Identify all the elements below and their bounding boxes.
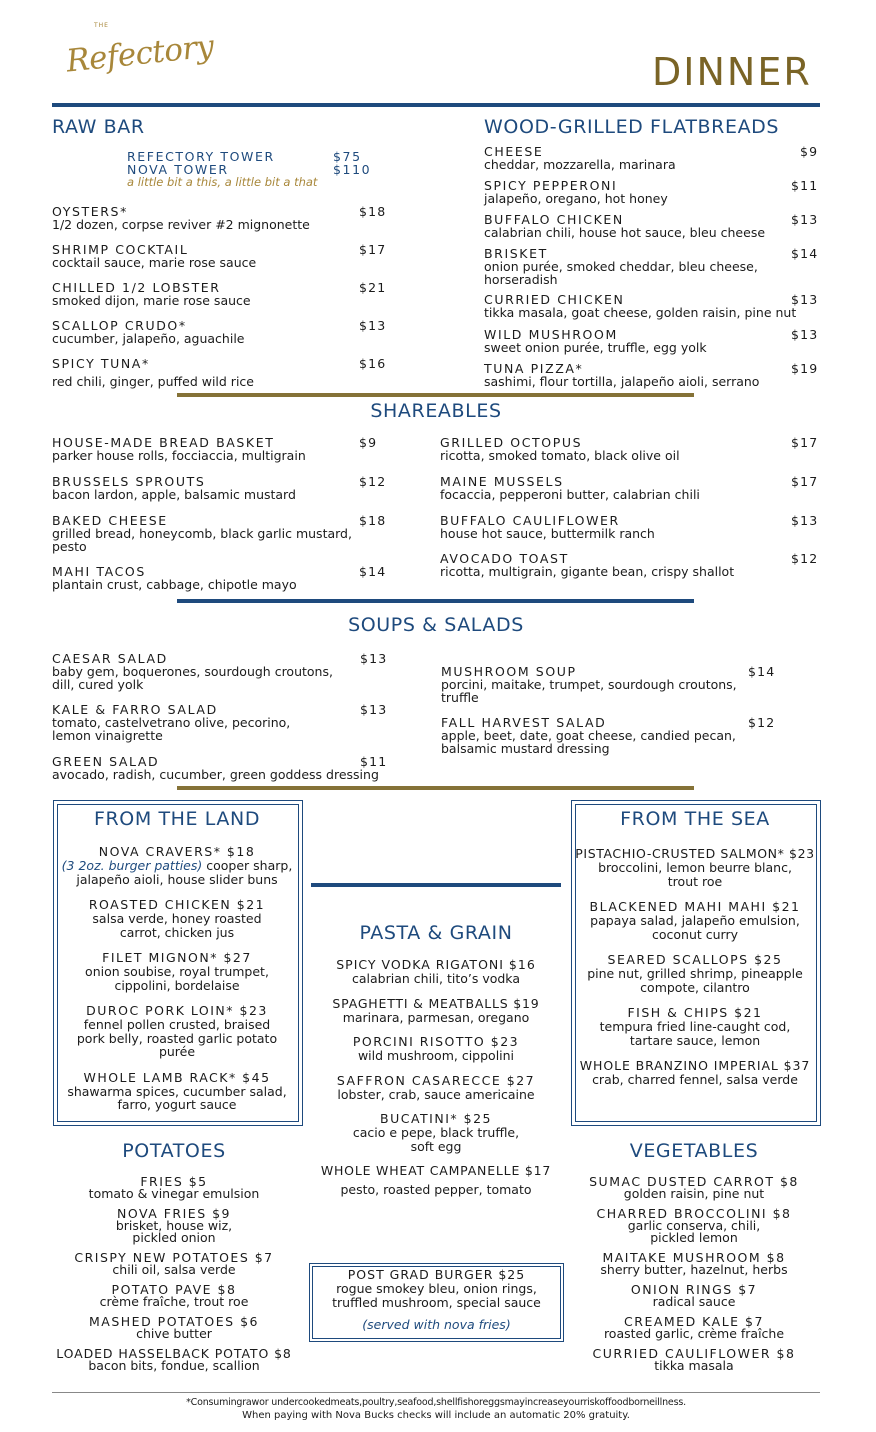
- menu-item: [40, 1176, 308, 1200]
- item-desc-cont: soft egg: [410, 1138, 462, 1154]
- item-desc-cont: coconut curry: [651, 926, 738, 942]
- item-desc: wild mushroom, cippolini: [357, 1048, 515, 1063]
- item-desc-cont: truffle: [441, 690, 479, 705]
- menu-item: [560, 1176, 828, 1200]
- item-desc: parker house rolls, focciaccia, multigrain: [52, 448, 306, 463]
- item-desc-cont: farro, yogurt sauce: [117, 1097, 237, 1112]
- item-title: PISTACHIO-CRUSTED SALMON* $23: [575, 846, 815, 861]
- menu-item: [560, 1284, 828, 1308]
- item-price: $11: [791, 178, 819, 193]
- item-desc: bacon bits, fondue, scallion: [88, 1358, 260, 1373]
- item-desc-cont: pickled onion: [132, 1230, 216, 1245]
- item-title: WHOLE BRANZINO IMPERIAL $37: [579, 1058, 811, 1073]
- menu-item: [560, 1316, 828, 1340]
- menu-item: [52, 318, 387, 346]
- item-desc: onion purée, smoked cheddar, bleu cheese,: [484, 259, 758, 274]
- item-desc: brisket, house wiz,: [115, 1218, 233, 1233]
- item-title: ROASTED CHICKEN $21: [88, 897, 266, 912]
- item-desc-text: cooper sharp,: [202, 858, 293, 873]
- item-desc: salsa verde, honey roasted: [92, 911, 262, 926]
- item-title: MAITAKE MUSHROOM $8: [602, 1250, 786, 1265]
- item-price: $14: [791, 246, 819, 261]
- item-price: $14: [748, 664, 776, 679]
- item-title: NOVA FRIES $9: [116, 1206, 232, 1221]
- item-name: SPICY PEPPERONI: [484, 178, 618, 193]
- item-desc: papaya salad, jalapeño emulsion,: [590, 913, 800, 928]
- item-desc: cheddar, mozzarella, marinara: [484, 157, 676, 172]
- item-desc: lobster, crab, sauce americaine: [337, 1086, 535, 1102]
- item-title: WHOLE LAMB RACK* $45: [83, 1069, 271, 1085]
- item-price: $12: [791, 551, 819, 566]
- item-name: HOUSE-MADE BREAD BASKET: [52, 435, 275, 450]
- item-name: BRISKET: [484, 246, 548, 261]
- item-desc-cont: dill, cured yolk: [52, 677, 144, 692]
- menu-item: [570, 847, 820, 888]
- item-title: POST GRAD BURGER $25: [347, 1267, 526, 1282]
- item-desc: sherry butter, hazelnut, herbs: [600, 1262, 788, 1277]
- menu-item: [52, 703, 392, 742]
- item-desc: tomato & vinegar emulsion: [88, 1186, 260, 1201]
- menu-item: [52, 280, 387, 308]
- item-price: $13: [359, 318, 387, 333]
- menu-item: [300, 997, 572, 1025]
- item-desc: tikka masala, goat cheese, golden raisin, pine nut: [484, 305, 797, 320]
- item-desc: calabrian chili, house hot sauce, bleu cheese: [484, 225, 766, 240]
- shareables-heading: SHAREABLES: [370, 400, 502, 422]
- item-desc: pesto, roasted pepper, tomato: [340, 1182, 532, 1197]
- tower-note: a little bit a this, a little bit a that: [127, 175, 318, 189]
- menu-item: [560, 1252, 828, 1276]
- item-desc: tempura fried line-caught cod,: [599, 1019, 791, 1034]
- raw-bar-heading: RAW BAR: [52, 116, 145, 138]
- item-desc: broccolini, lemon beurre blanc,: [598, 860, 792, 875]
- item-price: $13: [791, 212, 819, 227]
- item-desc: shawarma spices, cucumber salad,: [67, 1083, 287, 1099]
- menu-item: [484, 246, 819, 287]
- item-title: CHARRED BROCCOLINI $8: [596, 1206, 792, 1221]
- item-title: BLACKENED MAHI MAHI $21: [589, 899, 801, 914]
- menu-item: [52, 514, 392, 553]
- tower-price: $110: [333, 162, 372, 177]
- item-desc-cont: pork belly, roasted garlic potato: [76, 1030, 278, 1046]
- item-name: FALL HARVEST SALAD: [441, 715, 607, 730]
- item-name: MUSHROOM SOUP: [441, 664, 577, 679]
- menu-item: [440, 514, 820, 540]
- item-price: $11: [360, 754, 388, 769]
- item-name: BUFFALO CHICKEN: [484, 212, 624, 227]
- pasta-items: [300, 958, 572, 1197]
- item-desc: calabrian chili, tito’s vodka: [352, 971, 520, 986]
- item-desc-cont: tartare sauce, lemon: [629, 1032, 761, 1048]
- item-title: SPAGHETTI & MEATBALLS $19: [332, 995, 540, 1011]
- item-desc: smoked dijon, marie rose sauce: [52, 293, 251, 308]
- item-desc: apple, beet, date, goat cheese, candied pecan,: [441, 728, 736, 743]
- item-desc: house hot sauce, buttermilk ranch: [440, 526, 655, 541]
- item-title: POTATO PAVE $8: [111, 1282, 237, 1297]
- potatoes-items: [40, 1176, 308, 1372]
- item-name: MAINE MUSSELS: [440, 474, 564, 489]
- item-desc: crab, charred fennel, salsa verde: [592, 1072, 798, 1087]
- item-desc: porcini, maitake, trumpet, sourdough croutons,: [441, 677, 737, 692]
- item-desc: focaccia, pepperoni butter, calabrian chili: [440, 487, 700, 502]
- menu-item: [52, 204, 387, 232]
- menu-item: [52, 475, 392, 501]
- burger-item: [312, 1268, 561, 1332]
- menu-item: [57, 898, 297, 939]
- item-name: CHILLED 1/2 LOBSTER: [52, 280, 221, 295]
- item-title: CRISPY NEW POTATOES $7: [74, 1250, 274, 1265]
- item-desc: golden raisin, pine nut: [623, 1186, 765, 1201]
- item-price: $18: [359, 204, 387, 219]
- item-price: $9: [800, 144, 819, 159]
- item-price: $21: [359, 280, 387, 295]
- item-title: WHOLE WHEAT CAMPANELLE $17: [320, 1163, 552, 1178]
- item-desc: jalapeño, oregano, hot honey: [484, 191, 668, 206]
- item-price: $17: [791, 474, 819, 489]
- menu-item: [40, 1316, 308, 1340]
- menu-item: [484, 178, 819, 206]
- menu-item: [57, 1071, 297, 1112]
- menu-item: [440, 552, 820, 578]
- menu-item: [57, 1004, 297, 1059]
- item-name: BAKED CHEESE: [52, 513, 168, 528]
- item-desc: roasted garlic, crème fraîche: [603, 1326, 785, 1341]
- item-price: $17: [359, 242, 387, 257]
- menu-item: [52, 652, 392, 691]
- item-title: CURRIED CAULIFLOWER $8: [592, 1346, 796, 1361]
- menu-item: [300, 1035, 572, 1063]
- item-desc-cont: compote, cilantro: [640, 979, 750, 995]
- footer-gratuity: When paying with Nova Bucks checks will include an automatic 20% gratuity.: [242, 1410, 630, 1421]
- item-desc-cont: cippolini, bordelaise: [114, 977, 240, 993]
- item-desc: avocado, radish, cucumber, green goddess dressing: [52, 767, 379, 782]
- item-name: BRUSSELS SPROUTS: [52, 474, 206, 489]
- menu-item: [441, 665, 781, 704]
- section-divider: [177, 393, 694, 397]
- refectory-logo: [64, 20, 216, 92]
- menu-item: [440, 436, 820, 462]
- item-name: WILD MUSHROOM: [484, 327, 618, 342]
- item-desc: radical sauce: [652, 1294, 736, 1309]
- item-price: $13: [360, 702, 388, 717]
- item-price: $13: [791, 327, 819, 342]
- item-price: $17: [791, 435, 819, 450]
- item-name: GRILLED OCTOPUS: [440, 435, 583, 450]
- menu-item: [52, 565, 392, 591]
- item-desc: cocktail sauce, marie rose sauce: [52, 255, 257, 270]
- logo-the: THE: [94, 22, 109, 29]
- item-name: KALE & FARRO SALAD: [52, 702, 218, 717]
- item-title: ONION RINGS $7: [630, 1282, 758, 1297]
- item-name: CAESAR SALAD: [52, 651, 168, 666]
- item-title: DUROC PORK LOIN* $23: [86, 1003, 268, 1018]
- item-title: FRIES $5: [140, 1174, 208, 1189]
- item-desc: cacio e pepe, black truffle,: [352, 1125, 520, 1140]
- item-desc: tomato, castelvetrano olive, pecorino,: [52, 715, 291, 730]
- item-desc: baby gem, boquerones, sourdough croutons,: [52, 664, 333, 679]
- item-desc: ricotta, multigrain, gigante bean, crispy shallot: [440, 564, 735, 579]
- item-desc-cont: lemon vinaigrette: [52, 728, 163, 743]
- sea-items: [570, 847, 820, 1087]
- item-name: BUFFALO CAULIFLOWER: [440, 513, 620, 528]
- menu-item: [440, 475, 820, 501]
- item-desc-cont: balsamic mustard dressing: [441, 741, 610, 756]
- menu-item: [40, 1252, 308, 1276]
- item-title: FISH & CHIPS $21: [627, 1005, 763, 1020]
- item-name: MAHI TACOS: [52, 564, 146, 579]
- menu-item: [484, 144, 819, 172]
- item-price: $18: [359, 513, 387, 528]
- item-title: PORCINI RISOTTO $23: [352, 1034, 520, 1049]
- item-desc: 1/2 dozen, corpse reviver #2 mignonette: [52, 217, 310, 232]
- item-desc-cont: carrot, chicken jus: [119, 924, 235, 940]
- item-desc: ricotta, smoked tomato, black olive oil: [440, 448, 680, 463]
- item-desc: crème fraîche, trout roe: [99, 1294, 249, 1309]
- item-price: $16: [359, 356, 387, 371]
- item-price: $12: [748, 715, 776, 730]
- item-desc: tikka masala: [654, 1358, 734, 1373]
- potatoes-heading: POTATOES: [122, 1140, 226, 1162]
- item-desc: [57, 859, 297, 873]
- menu-item: [300, 1164, 572, 1197]
- menu-item: [40, 1284, 308, 1308]
- item-name: CHEESE: [484, 144, 544, 159]
- menu-item: [441, 716, 781, 755]
- item-desc: red chili, ginger, puffed wild rice: [52, 374, 254, 389]
- land-items: [57, 845, 297, 1112]
- item-desc: sweet onion purée, truffle, egg yolk: [484, 340, 707, 355]
- item-name: CURRIED CHICKEN: [484, 292, 625, 307]
- item-desc: plantain crust, cabbage, chipotle mayo: [52, 577, 297, 592]
- item-desc: sashimi, flour tortilla, jalapeño aioli, serrano: [484, 374, 760, 389]
- item-price: $13: [791, 292, 819, 307]
- section-divider: [177, 599, 694, 603]
- menu-item: [570, 900, 820, 941]
- item-desc-cont: pesto: [52, 539, 87, 554]
- item-title: SEARED SCALLOPS $25: [607, 952, 783, 967]
- item-title: MASHED POTATOES $6: [89, 1314, 259, 1329]
- item-desc-cont: trout roe: [667, 873, 723, 889]
- pasta-heading: PASTA & GRAIN: [359, 922, 513, 944]
- item-price: $9: [359, 435, 378, 450]
- item-note: (3 2oz. burger patties): [61, 858, 203, 873]
- menu-item: [560, 1348, 828, 1372]
- item-price: $13: [360, 651, 388, 666]
- item-desc: chive butter: [136, 1326, 212, 1341]
- item-title: FILET MIGNON* $27: [102, 950, 252, 965]
- menu-item: [57, 951, 297, 992]
- item-title: CREAMED KALE $7: [624, 1314, 764, 1329]
- soups-heading: SOUPS & SALADS: [348, 614, 524, 636]
- section-divider: [177, 786, 694, 790]
- item-desc: rogue smokey bleu, onion rings,: [336, 1281, 537, 1296]
- footer-rule: [52, 1392, 820, 1393]
- menu-item: [484, 327, 819, 355]
- item-name: SCALLOP CRUDO*: [52, 318, 187, 333]
- menu-item: [52, 356, 387, 389]
- item-desc: pine nut, grilled shrimp, pineapple: [587, 966, 803, 981]
- sea-heading: FROM THE SEA: [620, 808, 770, 830]
- footer-disclaimer: *Consumingrawor undercookedmeats,poultry,seafood,shellfishoreggsmayincreaseyourriskoffoodborneillness.: [186, 1397, 686, 1408]
- menu-item: [52, 436, 392, 462]
- item-desc-cont: purée: [158, 1044, 196, 1059]
- top-rule: [52, 103, 820, 107]
- item-price: $14: [359, 564, 387, 579]
- item-title: SPICY VODKA RIGATONI $16: [336, 957, 536, 972]
- flatbreads-heading: WOOD-GRILLED FLATBREADS: [484, 116, 780, 138]
- tower-name: NOVA TOWER: [127, 162, 229, 177]
- item-desc: cucumber, jalapeño, aguachile: [52, 331, 245, 346]
- item-desc-cont: pickled lemon: [650, 1230, 738, 1245]
- item-name: GREEN SALAD: [52, 754, 160, 769]
- menu-item: [570, 1006, 820, 1047]
- logo-script: Refectory: [64, 28, 216, 80]
- item-desc: fennel pollen crusted, braised: [83, 1017, 271, 1032]
- menu-item: [52, 755, 392, 781]
- item-desc: onion soubise, royal trumpet,: [85, 964, 269, 979]
- menu-item: [560, 1208, 828, 1244]
- item-name: OYSTERS*: [52, 204, 128, 219]
- item-title: NOVA CRAVERS* $18: [98, 844, 256, 859]
- menu-item: [484, 212, 819, 240]
- pasta-rule: [311, 883, 561, 887]
- menu-item: [570, 1059, 820, 1087]
- item-desc: bacon lardon, apple, balsamic mustard: [52, 487, 296, 502]
- item-title: SAFFRON CASARECCE $27: [336, 1072, 536, 1088]
- item-desc: marinara, parmesan, oregano: [342, 1009, 530, 1025]
- menu-item: [300, 1112, 572, 1153]
- item-title: BUCATINI* $25: [380, 1111, 492, 1126]
- menu-item: [570, 953, 820, 994]
- menu-item: [484, 361, 819, 389]
- item-title: LOADED HASSELBACK POTATO $8: [56, 1346, 292, 1361]
- item-price: $12: [359, 474, 387, 489]
- menu-item: [300, 1074, 572, 1102]
- item-name: SPICY TUNA*: [52, 356, 150, 371]
- menu-item: [52, 242, 387, 270]
- item-note: (served with nova fries): [362, 1317, 511, 1332]
- item-desc-cont: horseradish: [484, 272, 558, 287]
- item-name: TUNA PIZZA*: [484, 361, 584, 376]
- page-title: DINNER: [652, 50, 812, 94]
- menu-item: [40, 1208, 308, 1244]
- menu-item: [484, 292, 819, 320]
- tower-name: REFECTORY TOWER: [127, 149, 275, 164]
- item-desc: grilled bread, honeycomb, black garlic mustard,: [52, 526, 352, 541]
- item-desc: chili oil, salsa verde: [112, 1262, 236, 1277]
- item-desc: garlic conserva, chili,: [627, 1218, 761, 1233]
- menu-item: [300, 958, 572, 986]
- vegetables-heading: VEGETABLES: [629, 1140, 759, 1162]
- item-desc-cont: jalapeño aioli, house slider buns: [76, 871, 278, 887]
- tower-price: $75: [333, 149, 362, 164]
- menu-item: [57, 845, 297, 886]
- item-price: $13: [791, 513, 819, 528]
- item-name: SHRIMP COCKTAIL: [52, 242, 189, 257]
- item-title: SUMAC DUSTED CARROT $8: [589, 1174, 799, 1189]
- item-desc-cont: truffled mushroom, special sauce: [332, 1294, 541, 1310]
- land-heading: FROM THE LAND: [93, 808, 261, 830]
- item-name: AVOCADO TOAST: [440, 551, 569, 566]
- item-price: $19: [791, 361, 819, 376]
- vegetables-items: [560, 1176, 828, 1372]
- menu-item: [40, 1348, 308, 1372]
